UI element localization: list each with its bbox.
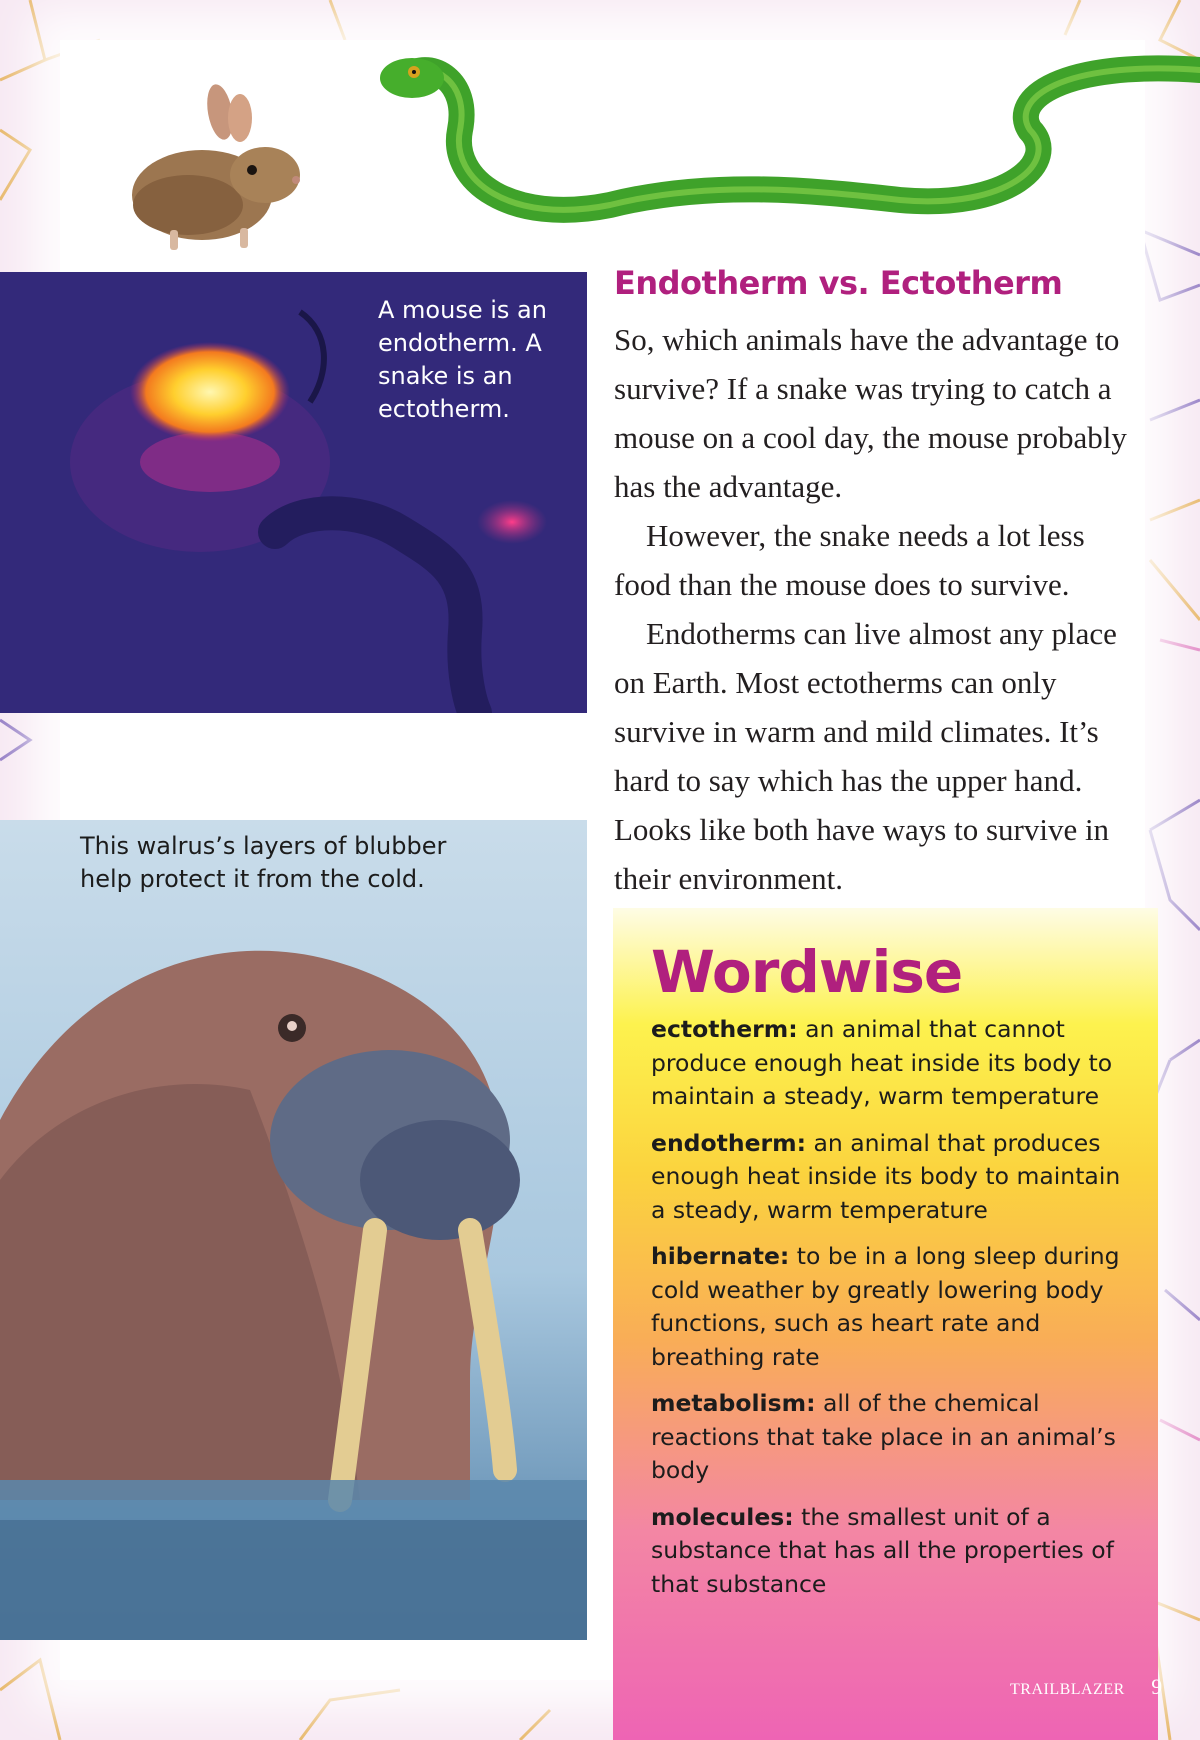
- page-number: 9: [1151, 1674, 1163, 1699]
- article-paragraph: So, which animals have the advantage to survive? If a snake was trying to catch a mouse on a cool day, the mouse probably has the advantage.: [614, 322, 1127, 504]
- snake-image: [370, 40, 1200, 255]
- glossary-entry: [651, 1501, 1121, 1602]
- article-paragraph: However, the snake needs a lot less food than the mouse does to survive.: [614, 518, 1085, 602]
- glossary-list: [651, 1013, 1121, 1614]
- glossary-definition: to be in a long sleep during cold weather by greatly lowering body functions, such as heart rate and breathing rate: [651, 1242, 1120, 1371]
- glossary-entry: [651, 1013, 1121, 1114]
- page-footer: [1010, 1674, 1162, 1700]
- glossary-definition: an animal that produces enough heat inside its body to maintain a steady, warm temperature: [651, 1128, 1121, 1224]
- article-paragraph: Endotherms can live almost any place on Earth. Most ectotherms can only survive in warm and mild climates. It’s hard to say which has the upper hand. Looks like both have ways to survive in their environment.: [614, 616, 1117, 896]
- glossary-term: endotherm:: [651, 1128, 807, 1157]
- glossary-definition: the smallest unit of a substance that has all the properties of that substance: [651, 1502, 1114, 1598]
- glossary-definition: an animal that cannot produce enough heat inside its body to maintain a steady, warm temperature: [651, 1015, 1113, 1110]
- glossary-entry: [651, 1387, 1121, 1488]
- article-body: [614, 315, 1134, 903]
- glossary-definition: all of the chemical reactions that take place in an animal’s body: [651, 1389, 1116, 1484]
- glossary-entry: [651, 1127, 1121, 1228]
- glossary-entry: [651, 1240, 1121, 1374]
- wordwise-box: [613, 908, 1158, 1740]
- magazine-title: TRAILBLAZER: [1010, 1681, 1125, 1698]
- glossary-term: molecules:: [651, 1502, 794, 1531]
- glossary-term: hibernate:: [651, 1242, 790, 1270]
- article-heading: Endotherm vs. Ectotherm: [614, 264, 1063, 302]
- walrus-image: [0, 820, 587, 1640]
- mouse-image: [90, 70, 310, 255]
- glossary-term: ectotherm:: [651, 1015, 798, 1043]
- thermal-caption: A mouse is an endotherm. A snake is an ectotherm.: [378, 296, 547, 423]
- wordwise-title: Wordwise: [651, 938, 963, 1006]
- glossary-term: metabolism:: [651, 1389, 816, 1417]
- walrus-caption: This walrus’s layers of blubber help protect it from the cold.: [80, 832, 447, 893]
